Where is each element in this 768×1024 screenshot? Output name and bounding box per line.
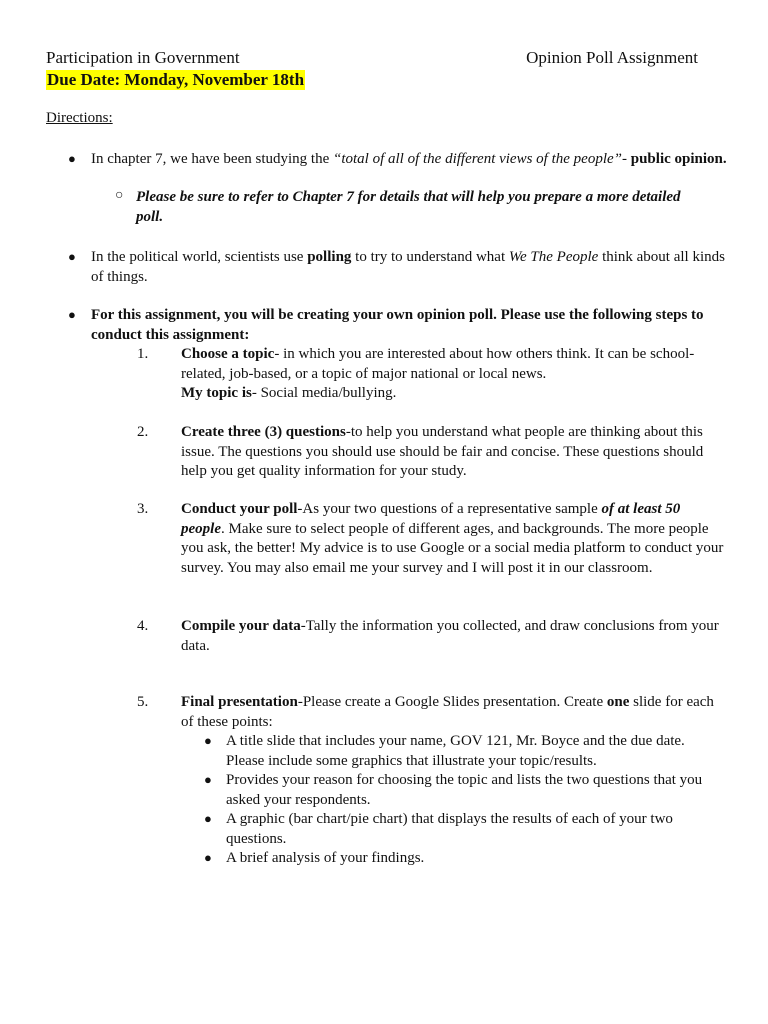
- directions-heading: Directions:: [46, 110, 113, 126]
- step-number: 1.: [137, 346, 149, 362]
- document-header: [46, 48, 698, 68]
- slide-point-title: A title slide that includes your name, GOV 121, Mr. Boyce and the due date. Please include some graphics that illustrate your topic/results.: [226, 733, 685, 769]
- bullet-icon: ●: [204, 772, 212, 787]
- step-number: 5.: [137, 694, 149, 710]
- bullet-icon: ●: [68, 249, 76, 264]
- step-number: 2.: [137, 424, 149, 440]
- step-conduct-poll: Conduct your poll-As your two questions of a representative sample of at least 50 people. Make sure to select people of different ages, and backgrounds. The more people you ask, the better! My advice is to use Google or a social media platform to conduct your survey. You may also email me your survey and I will post it in our classroom.: [181, 501, 724, 576]
- bullet-assignment-steps: For this assignment, you will be creating your own opinion poll. Please use the following steps to conduct this assignment:: [91, 307, 704, 343]
- due-date: Due Date: Monday, November 18th: [47, 70, 305, 89]
- bullet-chapter-7: In chapter 7, we have been studying the “total of all of the different views of the people”- public opinion.: [91, 151, 727, 167]
- bullet-icon: ●: [68, 307, 76, 322]
- course-title: Participation in Government: [46, 48, 240, 67]
- slide-point-graphic: A graphic (bar chart/pie chart) that displays the results of each of your two questions.: [226, 811, 673, 847]
- step-choose-topic: Choose a topic- in which you are interested about how others think. It can be school-related, job-based, or a topic of major national or local news. My topic is- Social media/bullying.: [181, 346, 695, 401]
- step-number: 4.: [137, 618, 149, 634]
- slide-point-reason: Provides your reason for choosing the topic and lists the two questions that you asked your respondents.: [226, 772, 703, 808]
- step-create-questions: Create three (3) questions-to help you understand what people are thinking about this issue. The questions you should use should be fair and concise. These questions should help you get quality information for your study.: [181, 424, 704, 479]
- step-final-presentation: Final presentation-Please create a Google Slides presentation. Create one slide for each of these points:: [181, 694, 714, 730]
- bullet-icon: ●: [68, 151, 76, 166]
- assignment-title: Opinion Poll Assignment: [526, 48, 698, 67]
- bullet-icon: ●: [204, 850, 212, 865]
- step-number: 3.: [137, 501, 149, 517]
- bullet-polling: In the political world, scientists use polling to try to understand what We The People think about all kinds of things.: [91, 249, 725, 285]
- bullet-icon: ●: [204, 733, 212, 748]
- bullet-icon: ●: [204, 811, 212, 826]
- step-compile-data: Compile your data-Tally the information you collected, and draw conclusions from your data.: [181, 618, 719, 654]
- slide-point-analysis: A brief analysis of your findings.: [226, 850, 425, 866]
- chapter-7-reminder: Please be sure to refer to Chapter 7 for details that will help you prepare a more detailed poll.: [136, 189, 681, 225]
- circle-bullet-icon: ○: [115, 188, 124, 203]
